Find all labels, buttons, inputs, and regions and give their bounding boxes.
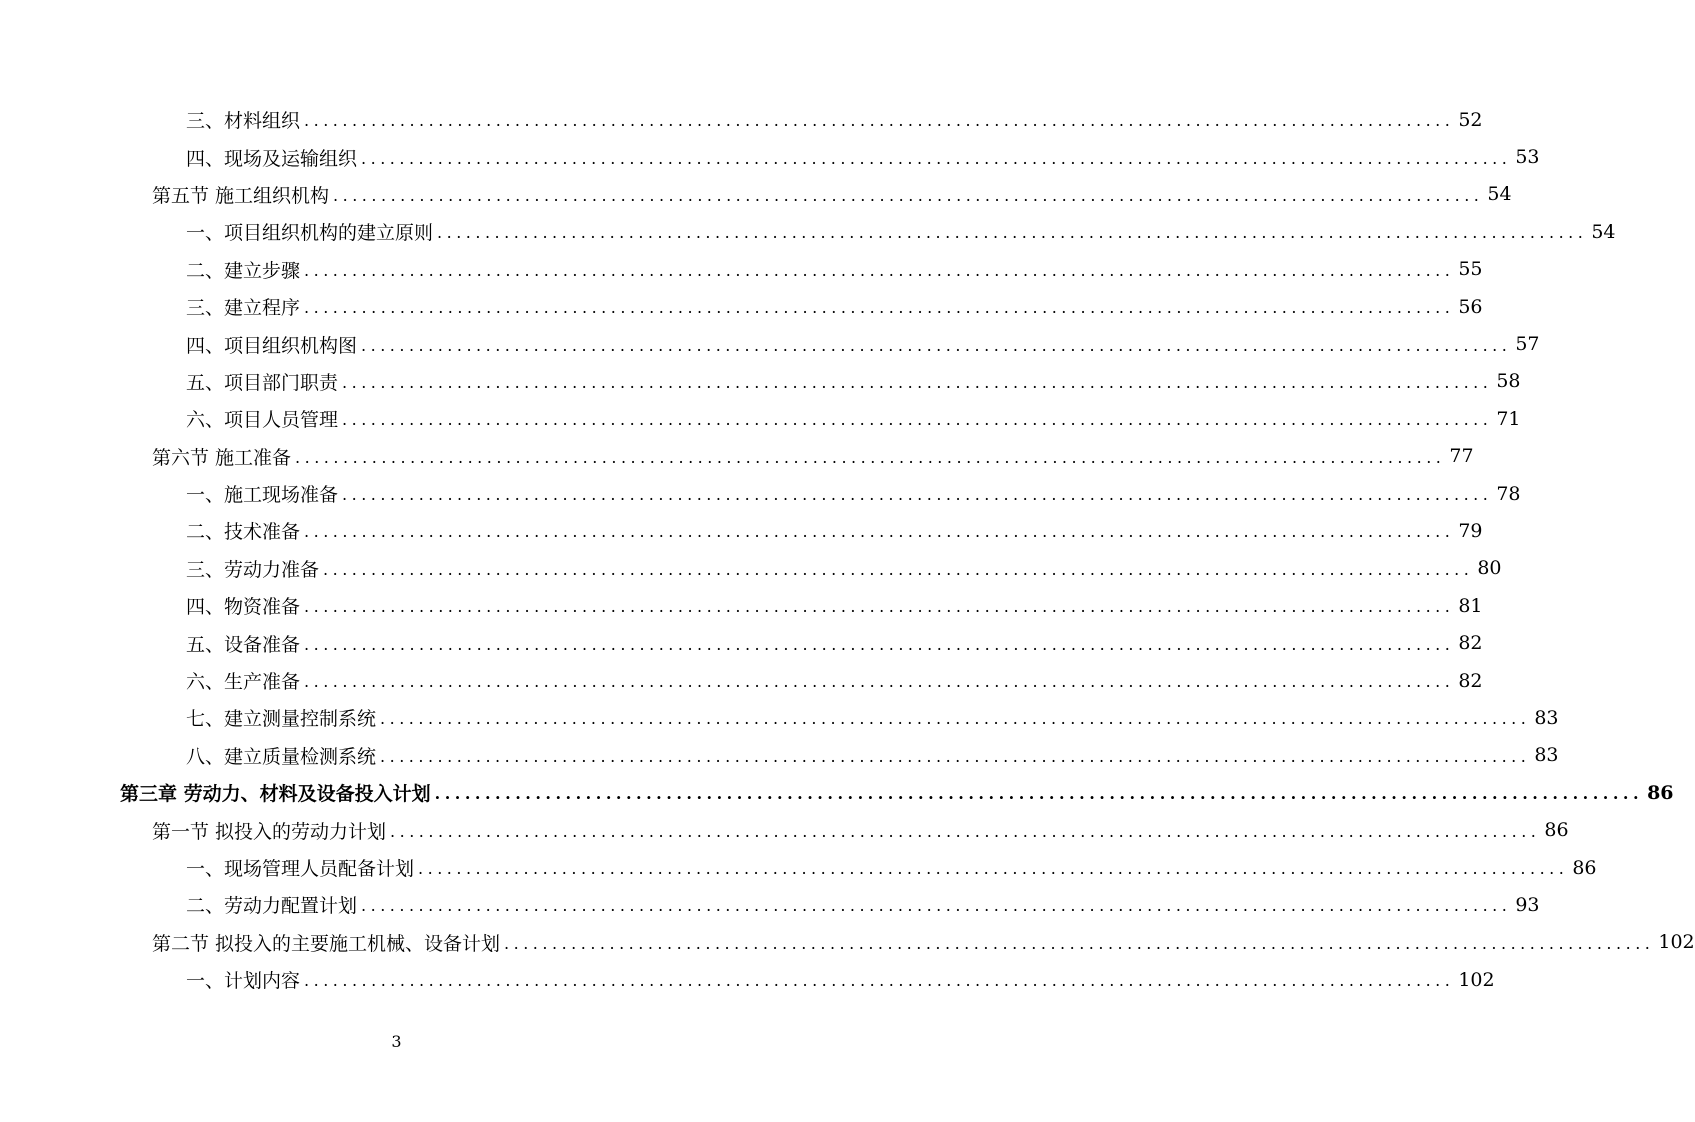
- toc-entry-label: 六、项目人员管理: [186, 409, 339, 432]
- toc-leader-dots: ........................................................................................................................: [342, 485, 1493, 505]
- toc-entry-content: [186, 667, 1483, 694]
- toc-entry-content: [186, 630, 1483, 657]
- toc-entry[interactable]: [0, 774, 1674, 811]
- toc-leader-dots: ........................................................................................................................: [361, 896, 1512, 916]
- toc-entry[interactable]: [0, 138, 1540, 175]
- toc-entry-label: 一、项目组织机构的建立原则: [186, 222, 434, 245]
- toc-entry[interactable]: [0, 961, 1495, 998]
- toc-entry-label: 四、项目组织机构图: [186, 334, 358, 357]
- toc-entry[interactable]: [0, 101, 1483, 138]
- toc-leader-dots: ........................................................................................................................: [304, 634, 1455, 654]
- toc-entry[interactable]: [0, 550, 1502, 587]
- toc-leader-dots: ........................................................................................................................: [304, 260, 1455, 280]
- toc-entry-content: [186, 592, 1483, 619]
- toc-entry-content: [186, 854, 1597, 881]
- toc-entry-label: 第三章 劳动力、材料及设备投入计划: [120, 783, 431, 806]
- toc-entry[interactable]: [0, 699, 1559, 736]
- toc-entry-content: [186, 480, 1521, 507]
- toc-entry-page: 93: [1515, 893, 1540, 916]
- toc-entry-page: 54: [1591, 220, 1616, 243]
- toc-entry[interactable]: [0, 811, 1569, 848]
- toc-entry-content: [186, 144, 1540, 171]
- toc-entry-label: 第六节 施工准备: [152, 446, 292, 469]
- toc-entry-content: [120, 779, 1674, 806]
- toc-entry-content: [186, 891, 1540, 918]
- toc-entry-content: [152, 181, 1512, 208]
- toc-entry[interactable]: [0, 849, 1597, 886]
- toc-entry-label: 五、设备准备: [186, 633, 301, 656]
- toc-entry-content: [186, 368, 1521, 395]
- toc-entry-page: 58: [1496, 370, 1521, 393]
- toc-leader-dots: ........................................................................................................................: [380, 709, 1531, 729]
- toc-entry-page: 52: [1458, 108, 1483, 131]
- toc-entry-content: [186, 555, 1502, 582]
- toc-entry[interactable]: [0, 438, 1474, 475]
- toc-entry-page: 82: [1458, 669, 1483, 692]
- toc-entry-content: [186, 742, 1559, 769]
- toc-entry-label: 一、计划内容: [186, 970, 301, 993]
- toc-entry-content: [186, 256, 1483, 283]
- toc-leader-dots: ........................................................................................................................: [304, 111, 1455, 131]
- toc-entry[interactable]: [0, 475, 1521, 512]
- toc-entry-label: 七、建立测量控制系统: [186, 708, 377, 731]
- toc-entry-page: 53: [1515, 146, 1540, 169]
- toc-entry-page: 55: [1458, 258, 1483, 281]
- toc-leader-dots: ........................................................................................................................: [304, 298, 1455, 318]
- toc-leader-dots: ........................................................................................................................: [361, 148, 1512, 168]
- toc-entry-page: 86: [1544, 819, 1569, 842]
- toc-entry-page: 54: [1487, 183, 1512, 206]
- toc-entry-page: 77: [1449, 445, 1474, 468]
- toc-entry[interactable]: [0, 886, 1540, 923]
- toc-entry-content: [186, 405, 1521, 432]
- toc-entry-label: 二、劳动力配置计划: [186, 895, 358, 918]
- toc-entry[interactable]: [0, 363, 1521, 400]
- toc-entry-label: 三、材料组织: [186, 110, 301, 133]
- toc-entry-label: 一、现场管理人员配备计划: [186, 858, 415, 880]
- toc-entry-label: 四、现场及运输组织: [186, 147, 358, 170]
- toc-entry-label: 八、建立质量检测系统: [186, 745, 377, 768]
- toc-entry-content: [186, 331, 1540, 358]
- toc-entry-content: [186, 218, 1616, 245]
- toc-entry-label: 第二节 拟投入的主要施工机械、设备计划: [152, 932, 501, 955]
- toc-leader-dots: ........................................................................................................................: [418, 859, 1569, 878]
- toc-leader-dots: ........................................................................................................................: [304, 522, 1455, 542]
- toc-leader-dots: ........................................................................................................................: [390, 821, 1541, 841]
- toc-entry-label: 三、建立程序: [186, 297, 301, 320]
- toc-leader-dots: ........................................................................................................................: [434, 784, 1644, 804]
- toc-entry-content: [186, 106, 1483, 133]
- toc-entry-page: 71: [1496, 407, 1521, 430]
- toc-leader-dots: ........................................................................................................................: [304, 597, 1455, 617]
- toc-entry-page: 102: [1458, 968, 1495, 991]
- toc-leader-dots: ........................................................................................................................: [342, 410, 1493, 430]
- toc-entry-label: 第一节 拟投入的劳动力计划: [152, 820, 387, 843]
- toc-entry[interactable]: [0, 737, 1559, 774]
- toc-entry-content: [152, 929, 1695, 956]
- toc-leader-dots: ........................................................................................................................: [333, 185, 1484, 205]
- toc-entry-page: 82: [1458, 632, 1483, 655]
- toc-entry-label: 二、建立步骤: [186, 259, 301, 282]
- toc-entry-content: [186, 517, 1483, 544]
- toc-leader-dots: ........................................................................................................................: [304, 672, 1455, 692]
- toc-entry[interactable]: [0, 288, 1483, 325]
- toc-leader-dots: ........................................................................................................................: [361, 335, 1512, 355]
- toc-entry-page: 86: [1572, 856, 1597, 879]
- toc-entry-content: [186, 293, 1483, 320]
- toc-leader-dots: ........................................................................................................................: [295, 447, 1446, 467]
- toc-entry-label: 一、施工现场准备: [186, 484, 339, 507]
- toc-entry[interactable]: [0, 325, 1540, 362]
- toc-entry-page: 81: [1458, 594, 1483, 617]
- toc-entry-page: 83: [1534, 706, 1559, 729]
- toc-entry-page: 56: [1458, 295, 1483, 318]
- toc-entry-content: [186, 704, 1559, 731]
- toc-entry-content: [186, 966, 1495, 993]
- toc-entry[interactable]: [0, 400, 1521, 437]
- toc-entry-page: 57: [1515, 333, 1540, 356]
- toc-leader-dots: ........................................................................................................................: [380, 746, 1531, 766]
- toc-entry-label: 三、劳动力准备: [186, 558, 320, 581]
- toc-entry[interactable]: [0, 587, 1483, 624]
- toc-entry-page: 102: [1658, 931, 1695, 954]
- toc-leader-dots: ........................................................................................................................: [437, 223, 1588, 243]
- toc-entry[interactable]: [0, 662, 1483, 699]
- toc-entry-label: 四、物资准备: [186, 596, 301, 619]
- toc-entry[interactable]: [0, 512, 1483, 549]
- toc-entry-page: 79: [1458, 519, 1483, 542]
- toc-entry-page: 78: [1496, 482, 1521, 505]
- toc-leader-dots: ........................................................................................................................: [304, 971, 1455, 991]
- toc-entry-content: [152, 817, 1569, 844]
- page-number: 3: [391, 1032, 402, 1051]
- toc-leader-dots: ........................................................................................................................: [342, 372, 1493, 392]
- toc-entry-label: 第五节 施工组织机构: [152, 184, 330, 207]
- table-of-contents: [0, 101, 1695, 998]
- toc-entry-label: 二、技术准备: [186, 521, 301, 544]
- toc-leader-dots: ........................................................................................................................: [504, 933, 1655, 953]
- toc-entry-content: [152, 443, 1474, 470]
- toc-entry-label: 五、项目部门职责: [186, 371, 339, 394]
- toc-entry-page: 86: [1647, 781, 1674, 804]
- toc-entry[interactable]: [0, 251, 1483, 288]
- toc-entry[interactable]: [0, 924, 1695, 961]
- toc-entry[interactable]: [0, 176, 1512, 213]
- toc-entry[interactable]: [0, 624, 1483, 661]
- toc-entry[interactable]: [0, 213, 1616, 250]
- toc-entry-page: 83: [1534, 744, 1559, 767]
- toc-entry-label: 六、生产准备: [186, 671, 301, 694]
- toc-entry-page: 80: [1477, 557, 1502, 580]
- toc-leader-dots: ........................................................................................................................: [323, 559, 1474, 579]
